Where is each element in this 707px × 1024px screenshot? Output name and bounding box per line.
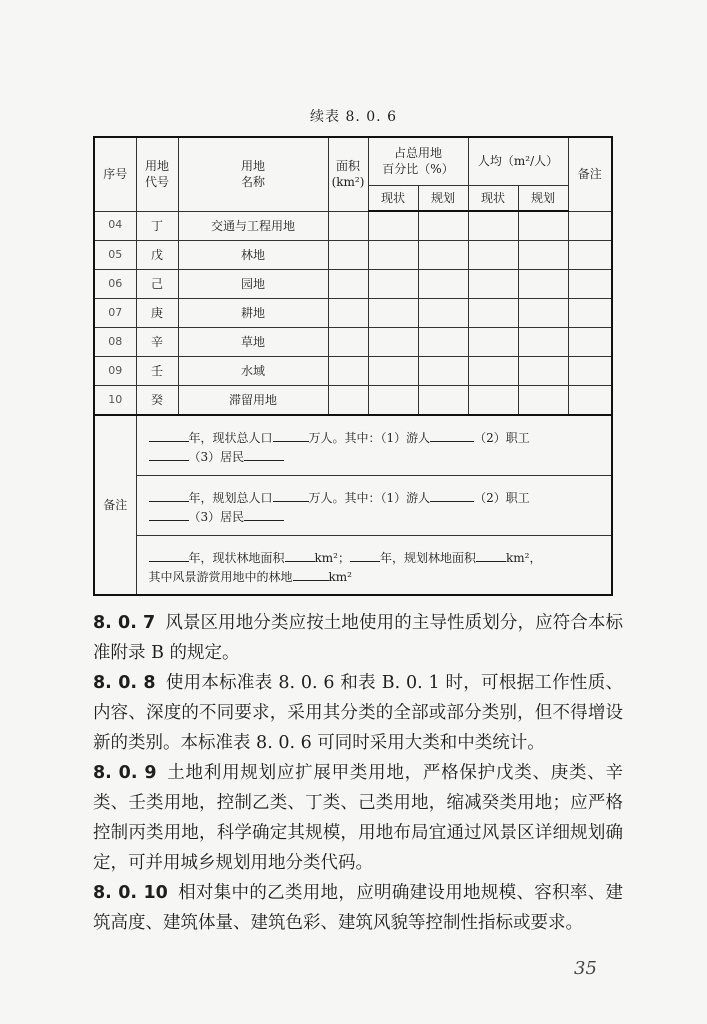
row-name: 园地: [178, 270, 328, 299]
header-capita-current: 现状: [468, 185, 518, 211]
header-percentage: 占总用地 百分比（%）: [368, 137, 468, 185]
table-row: [94, 357, 612, 386]
row-name: 水域: [178, 357, 328, 386]
row-seq: 06: [94, 270, 136, 299]
row-code: 戊: [136, 241, 178, 270]
table-row: [94, 241, 612, 270]
clause-8-0-7: 8. 0. 7 风景区用地分类应按土地使用的主导性质划分，应符合本标准附录 B 的规定。: [93, 613, 624, 663]
note-planned-population: 年，规划总人口 万人。其中：（1）游人 （2）职工 （3）居民: [136, 475, 612, 535]
header-seq: 序号: [94, 137, 136, 211]
clauses: [93, 608, 623, 938]
row-code: 己: [136, 270, 178, 299]
row-name: 草地: [178, 328, 328, 357]
table-row: [94, 299, 612, 328]
table-caption: 续表 8. 0. 6: [310, 109, 397, 125]
note-forest-area: 年，现状林地面积 km²； 年，规划林地面积 km²， 其中风景游赏用地中的林地 km²: [136, 535, 612, 595]
row-seq: 05: [94, 241, 136, 270]
row-code: 壬: [136, 357, 178, 386]
row-name: 耕地: [178, 299, 328, 328]
land-use-table: [93, 136, 613, 596]
table-row: [94, 211, 612, 241]
header-pct-current: 现状: [368, 185, 418, 211]
page-number: 35: [574, 958, 597, 979]
row-seq: 08: [94, 328, 136, 357]
clause-8-0-8: 8. 0. 8 使用本标准表 8. 0. 6 和表 B. 0. 1 时，可根据工作性质、内容、深度的不同要求，采用其分类的全部或部分类别，但不得增设新的类别。本标准表 8. 0. 6 可同时采用大类和中类统计。: [93, 673, 623, 753]
header-code: 用地 代号: [136, 137, 178, 211]
row-code: 庚: [136, 299, 178, 328]
header-pct-planned: 规划: [418, 185, 468, 211]
header-area: 面积 (km²): [328, 137, 368, 211]
note-current-population: 年，现状总人口 万人。其中：（1）游人 （2）职工 （3）居民: [136, 415, 612, 475]
row-name: 交通与工程用地: [178, 211, 328, 241]
table-row: [94, 270, 612, 299]
clause-8-0-9: 8. 0. 9 土地利用规划应扩展甲类用地，严格保护戊类、庚类、辛类、壬类用地，控制乙类、丁类、己类用地，缩减癸类用地；应严格控制丙类用地，科学确定其规模，用地布局宜通过风景区详细规划确定，可并用城乡规划用地分类代码。: [93, 763, 623, 873]
row-code: 辛: [136, 328, 178, 357]
header-remark: 备注: [568, 137, 612, 211]
row-code: 癸: [136, 386, 178, 416]
table-row: [94, 328, 612, 357]
clause-8-0-10: 8. 0. 10 相对集中的乙类用地，应明确建设用地规模、容积率、建筑高度、建筑体量、建筑色彩、建筑风貌等控制性指标或要求。: [93, 883, 624, 933]
table-row: [94, 386, 612, 416]
row-code: 丁: [136, 211, 178, 241]
row-seq: 09: [94, 357, 136, 386]
row-seq: 04: [94, 211, 136, 241]
row-name: 林地: [178, 241, 328, 270]
row-seq: 07: [94, 299, 136, 328]
header-capita-planned: 规划: [518, 185, 568, 211]
header-name: 用地 名称: [178, 137, 328, 211]
row-seq: 10: [94, 386, 136, 416]
row-name: 滞留用地: [178, 386, 328, 416]
notes-label: 备注: [94, 415, 136, 595]
header-per-capita: 人均（m²/人）: [468, 137, 568, 185]
